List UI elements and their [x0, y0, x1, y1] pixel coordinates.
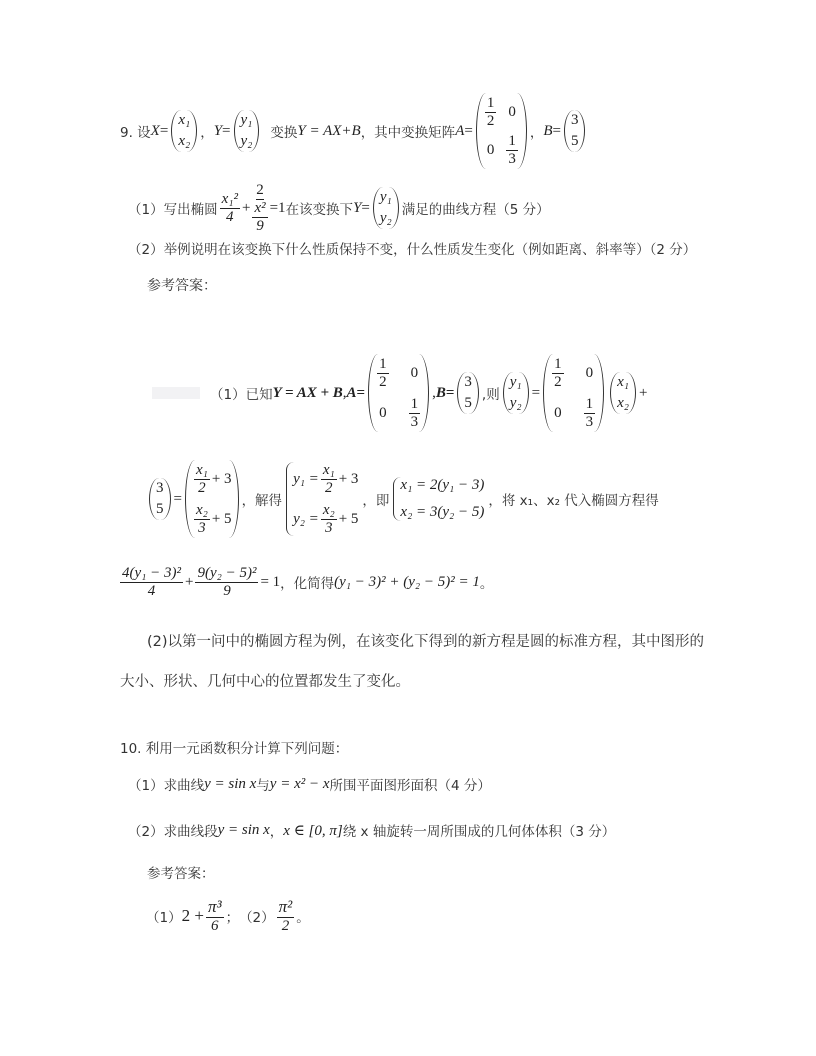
period: 。 — [296, 910, 310, 926]
vector-Y — [503, 372, 529, 414]
text: ， — [269, 824, 284, 840]
b1: 3 — [156, 480, 164, 496]
math-eq: = — [552, 122, 561, 139]
num: x₁ — [322, 462, 335, 478]
plus-3: + 3 — [211, 470, 232, 487]
den: 2 — [379, 373, 387, 390]
eq-x1: x₁ = 2(y₁ − 3) — [400, 477, 485, 493]
math-eq: = — [464, 122, 473, 139]
label: （1） — [146, 910, 182, 926]
transform-expr: Y = AX+B — [297, 122, 361, 139]
answer-text: ，化简得 — [280, 576, 335, 592]
comma: , — [342, 384, 347, 401]
num: 1 — [508, 133, 516, 149]
text: （2）求曲线段 — [128, 824, 218, 840]
math-eq: = — [173, 490, 182, 507]
top-2: 2 — [256, 182, 264, 198]
num: 1 — [554, 356, 562, 372]
q10-part2 — [128, 820, 615, 840]
answer-text: ，即 — [362, 493, 390, 509]
num: x² — [254, 200, 266, 216]
answer-text: （1）已知 — [210, 387, 273, 403]
den: 3 — [325, 519, 333, 536]
den: 6 — [211, 917, 219, 934]
b1: 3 — [570, 112, 579, 128]
y2: y₂ — [509, 395, 522, 411]
zero: 0 — [585, 364, 594, 381]
part1-text: （1）写出椭圆 — [128, 202, 218, 218]
math-eq: = — [445, 384, 455, 401]
math-X: X — [150, 122, 160, 139]
vector-B — [149, 478, 171, 520]
answer-part2-line2: 大小、形状、几何中心的位置都发生了变化。 — [120, 674, 410, 690]
y2: y₂ — [379, 210, 392, 226]
math-eq: = — [531, 384, 541, 401]
den: 3 — [410, 413, 419, 430]
den: 9 — [256, 217, 264, 234]
num: 4(y₁ − 3)² — [122, 565, 181, 581]
plus: + — [638, 384, 648, 401]
plus-3: + 3 — [338, 470, 359, 487]
y1-eq: y₁ = — [293, 470, 319, 487]
x2: x₂ — [617, 395, 629, 411]
math-eq: = — [159, 122, 169, 139]
matrix-A — [368, 354, 429, 432]
q10-part1 — [128, 774, 491, 794]
vector-Y — [373, 187, 399, 229]
b2: 5 — [570, 133, 579, 149]
text: 与 — [256, 778, 270, 794]
expr: Y = AX + B — [272, 384, 343, 401]
math-A: A — [455, 122, 465, 139]
expr-poly: y = x² − x — [269, 775, 330, 792]
y1: y₁ — [379, 189, 392, 205]
answer-line-2 — [146, 458, 659, 540]
den: 4 — [147, 582, 156, 599]
num: x₁ — [195, 462, 208, 478]
den: 2 — [281, 917, 290, 934]
frac-third — [409, 396, 421, 430]
math-B: B — [543, 122, 553, 139]
zero: 0 — [410, 364, 419, 381]
vector-B — [564, 110, 586, 152]
frac-stack — [250, 182, 269, 234]
sep: ； — [225, 910, 240, 926]
q9-part1 — [128, 178, 550, 238]
expr-sin: y = sin x — [204, 775, 257, 792]
math-Y: Y — [353, 199, 362, 216]
text: 绕 x 轴旋转一周所围成的几何体体积（3 分） — [342, 824, 616, 840]
answer-text: ，解得 — [241, 493, 283, 509]
frac-third — [584, 396, 596, 430]
vector-X — [610, 372, 636, 414]
x2: x₂ — [178, 133, 191, 149]
frac-third — [506, 133, 518, 167]
num: 1 — [486, 95, 495, 111]
result-vector — [185, 460, 239, 538]
vector-B — [457, 372, 479, 414]
den: 2 — [198, 479, 206, 496]
answer-label: 参考答案： — [147, 278, 217, 294]
frac-half — [552, 356, 564, 390]
x1: x₁ — [178, 112, 191, 128]
den: 2 — [486, 112, 495, 129]
num: π³ — [207, 896, 222, 916]
matrix-A — [543, 354, 604, 432]
zero: 0 — [486, 141, 495, 158]
b2: 5 — [464, 395, 472, 411]
q9-text: 变换 — [270, 125, 298, 141]
comma: ， — [529, 125, 544, 141]
y1: y₁ — [240, 112, 253, 128]
plus: + — [241, 199, 251, 216]
text: 所围平面图形面积（4 分） — [329, 778, 491, 794]
frac-half — [485, 95, 497, 129]
math-eq: = — [222, 122, 231, 139]
result-equation: (y₁ − 3)² + (y₂ − 5)² = 1 — [334, 573, 480, 590]
redaction-mark — [152, 387, 200, 399]
num: x₂ — [195, 502, 208, 518]
frac-x1sq-4 — [220, 191, 240, 225]
eq-x2: x₂ = 3(y₂ − 5) — [400, 504, 485, 520]
zero: 0 — [554, 404, 562, 421]
q9-statement — [120, 95, 588, 167]
part1-text: 在该变换下 — [285, 202, 354, 218]
vector-Y — [234, 110, 260, 152]
period: 。 — [479, 576, 494, 592]
answer-label: 参考答案： — [147, 866, 215, 882]
num: 9(y₂ − 5)² — [197, 565, 257, 581]
q9-text: ，其中变换矩阵 — [360, 125, 456, 141]
den: 3 — [198, 519, 206, 536]
plus-5: + 5 — [338, 510, 359, 527]
b2: 5 — [156, 501, 164, 517]
math-eq: = — [356, 384, 366, 401]
frac-pi3-6 — [206, 898, 224, 934]
label: （2） — [239, 910, 275, 926]
zero: 0 — [379, 404, 387, 421]
system-2 — [393, 477, 484, 521]
expr-interval: x ∈ [0, π] — [283, 822, 343, 839]
q9-part2: （2）举例说明在该变换下什么性质保持不变，什么性质发生变化（例如距离、斜率等）（2 分） — [128, 242, 697, 258]
answer-line-1 — [152, 352, 647, 434]
y2-eq: y₂ = — [293, 510, 319, 527]
math-B: B — [435, 384, 446, 401]
b1: 3 — [464, 374, 472, 390]
num: x₁² — [221, 191, 238, 207]
zero: 0 — [508, 103, 516, 120]
num: 1 — [410, 396, 419, 412]
eq-one: = 1 — [260, 573, 281, 590]
den: 2 — [554, 373, 562, 390]
den: 3 — [508, 150, 516, 167]
answer-text: ，将 x₁、x₂ 代入椭圆方程得 — [488, 493, 659, 509]
frac-half — [377, 356, 389, 390]
q9-number: 9. 设 — [120, 125, 151, 141]
q10-title: 10. 利用一元函数积分计算下列问题： — [120, 741, 349, 757]
frac-term-2 — [195, 565, 258, 599]
math-Y: Y — [213, 122, 223, 139]
num: π² — [278, 896, 293, 916]
math-A: A — [346, 384, 357, 401]
frac-pi2-2 — [277, 898, 295, 934]
num: x₂ — [322, 502, 335, 518]
plus: + — [184, 573, 194, 590]
part1-text: 满足的曲线方程（5 分） — [401, 202, 550, 218]
answer-text: ,则 — [481, 387, 500, 403]
two-plus: 2 + — [181, 906, 204, 925]
math-eq: = — [361, 199, 370, 216]
den: 9 — [223, 582, 231, 599]
x1: x₁ — [617, 374, 629, 390]
eq-one: =1 — [269, 199, 286, 216]
den: 2 — [325, 479, 333, 496]
y2: y₂ — [240, 133, 253, 149]
q10-answer — [146, 896, 310, 936]
num: 1 — [585, 396, 594, 412]
num: 1 — [379, 356, 387, 372]
comma: , — [432, 384, 436, 401]
text: （1）求曲线 — [128, 778, 205, 794]
matrix-A — [476, 93, 527, 169]
plus-5: + 5 — [211, 510, 232, 527]
frac-term-1 — [120, 565, 183, 599]
y1: y₁ — [509, 374, 522, 390]
vector-X — [171, 110, 197, 152]
answer-part2-line1: (2)以第一问中的椭圆方程为例，在该变化下得到的新方程是圆的标准方程，其中图形的 — [147, 634, 705, 650]
den: 3 — [585, 413, 594, 430]
comma: ， — [200, 125, 214, 141]
answer-line-3 — [118, 562, 493, 602]
system-1 — [286, 462, 358, 536]
expr-sin: y = sin x — [217, 821, 270, 838]
den: 4 — [226, 208, 234, 225]
